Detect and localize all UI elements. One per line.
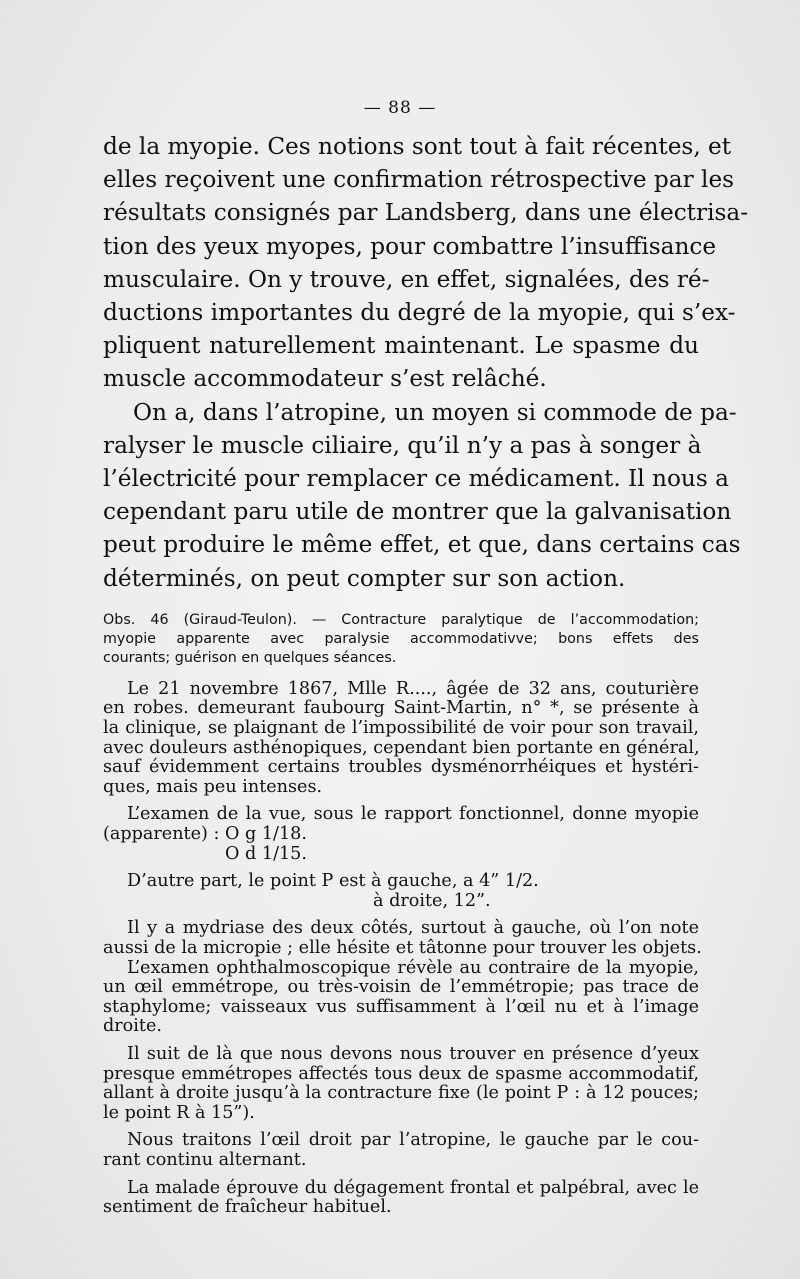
- page-number: — 88 —: [363, 98, 437, 118]
- text-line: résultats consignés par Landsberg, dans une électrisa-: [103, 199, 749, 227]
- text-line: sauf évidemment certains troubles dysménorrhéiques et hystéri-: [103, 757, 699, 778]
- text-line: ductions importantes du degré de la myopie, qui s’ex-: [103, 299, 736, 327]
- text-line: à droite, 12”.: [373, 890, 491, 911]
- text-line: Il y a mydriase des deux côtés, surtout à gauche, où l’on note: [127, 918, 699, 939]
- observation-heading: [103, 611, 699, 668]
- text-line: le point R à 15”).: [103, 1102, 255, 1123]
- text-line: de la myopie. Ces notions sont tout à fait récentes, et: [103, 133, 732, 160]
- text-line: Le 21 novembre 1867, Mlle R...., âgée de 32 ans, couturière: [127, 678, 699, 699]
- text-line: cependant paru utile de montrer que la galvanisation: [103, 498, 732, 526]
- text-line: aussi de la micropie ; elle hésite et tâtonne pour trouver les objets.: [103, 937, 702, 958]
- text-line: Nous traitons l’œil droit par l’atropine, le gauche par le cou-: [127, 1130, 699, 1151]
- text-line: On a, dans l’atropine, un moyen si commode de pa-: [133, 398, 737, 426]
- text-line: elles reçoivent une confirmation rétrospective par les: [103, 166, 735, 194]
- text-line: Il suit de là que nous devons nous trouver en présence d’yeux: [127, 1043, 699, 1064]
- text-line: un œil emmétrope, ou très-voisin de l’emmétropie; pas trace de: [103, 977, 699, 998]
- text-line: muscle accommodateur s’est relâché.: [103, 365, 547, 393]
- text-line: myopie apparente avec paralysie accommodativve; bons effets des: [103, 630, 699, 647]
- paragraph-continuation: [103, 130, 749, 595]
- text-line: musculaire. On y trouve, en effet, signalées, des ré-: [103, 265, 710, 293]
- text-line: ralyser le muscle ciliaire, qu’il n’y a pas à songer à: [103, 431, 702, 459]
- text-line: (apparente) : O g 1/18.: [103, 824, 307, 844]
- text-line: pliquent naturellement maintenant. Le spasme du: [103, 332, 699, 360]
- text-line: peut produire le même effet, et que, dans certains cas: [103, 531, 741, 559]
- text-line: staphylome; vaisseaux vus suffisamment à l’œil nu et à l’image: [103, 996, 699, 1017]
- case-report: [103, 678, 702, 1218]
- text-line: sentiment de fraîcheur habituel.: [103, 1197, 392, 1218]
- text-line: presque emmétropes affectés tous deux de spasme accommodatif,: [103, 1063, 699, 1084]
- text-line: Obs. 46 (Giraud-Teulon). — Contracture paralytique de l’accommodation;: [103, 611, 699, 628]
- text-line: L’examen de la vue, sous le rapport fonctionnel, donne myopie: [127, 804, 699, 825]
- text-line: droite.: [103, 1016, 162, 1037]
- text-line: La malade éprouve du dégagement frontal et palpébral, avec le: [127, 1177, 699, 1198]
- text-line: avec douleurs asthénopiques, cependant bien portante en général,: [103, 737, 700, 758]
- text-line: en robes. demeurant faubourg Saint-Martin, n° *, se présente à: [103, 698, 699, 719]
- text-line: rant continu alternant.: [103, 1149, 307, 1170]
- text-line: O d 1/15.: [225, 843, 307, 864]
- text-line: l’électricité pour remplacer ce médicament. Il nous a: [103, 465, 729, 493]
- text-line: D’autre part, le point P est à gauche, a 4” 1/2.: [127, 871, 539, 892]
- text-line: la clinique, se plaignant de l’impossibilité de voir pour son travail,: [103, 718, 699, 739]
- main-text: [103, 130, 749, 1218]
- text-line: courants; guérison en quelques séances.: [103, 649, 397, 666]
- text-line: L’examen ophthalmoscopique révèle au contraire de la myopie,: [127, 957, 699, 978]
- text-line: déterminés, on peut compter sur son action.: [103, 564, 626, 592]
- text-line: tion des yeux myopes, pour combattre l’insuffisance: [103, 232, 717, 260]
- text-line: allant à droite jusqu’à la contracture fixe (le point P : à 12 pouces;: [103, 1083, 699, 1104]
- text-line: ques, mais peu intenses.: [103, 776, 323, 797]
